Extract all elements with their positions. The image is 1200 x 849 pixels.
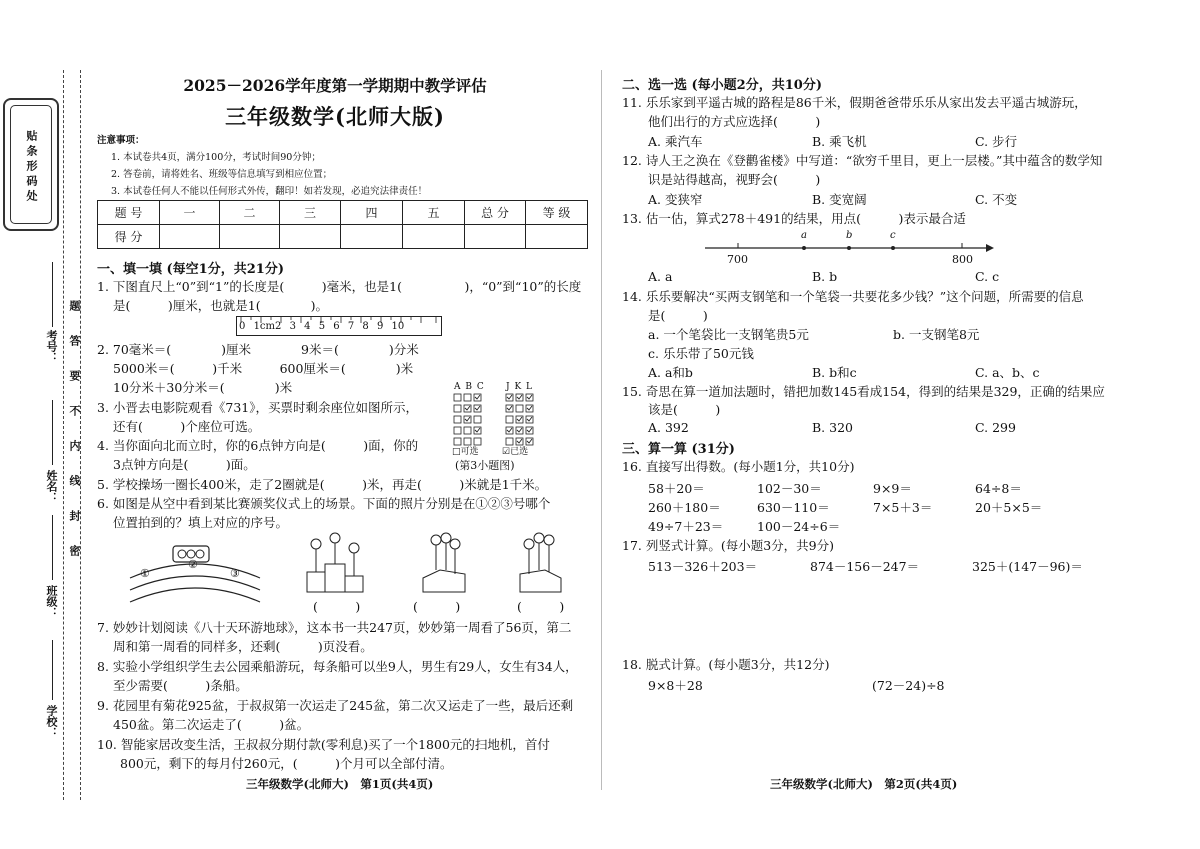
exam-title: 2025－2026学年度第一学期期中教学评估 <box>183 76 487 95</box>
question-text: 6. 如图是从空中看到某比赛颁奖仪式上的场景。下面的照片分别是在①②③号哪个 <box>97 496 551 511</box>
calc-item: 260＋180＝ <box>648 500 721 515</box>
score-input-cell[interactable] <box>341 225 403 249</box>
option-a[interactable]: A. 变狭窄 <box>648 192 703 207</box>
info-b: b. 一支钢笔8元 <box>893 327 980 342</box>
ruler-tick-label: 0 <box>239 321 246 332</box>
exam-number-label: 考号： <box>45 330 58 363</box>
seat-cols-right: J K L <box>506 382 534 392</box>
option-c[interactable]: C. 299 <box>975 420 1016 435</box>
ruler-tick-label: 9 <box>376 321 384 332</box>
seal-char: 线 <box>68 475 81 486</box>
ruler-tick-label: 3 <box>289 321 296 332</box>
score-input-cell[interactable] <box>403 225 465 249</box>
score-table <box>97 200 588 249</box>
option-a[interactable]: A. a <box>648 269 673 284</box>
question-text: 18. 脱式计算。(每小题3分，共12分) <box>622 657 830 672</box>
seal-line-outer <box>63 70 64 800</box>
barcode-label: 贴条形码处 <box>25 130 38 205</box>
class-line <box>52 515 53 580</box>
question-text: 位置拍到的？填上对应的序号。 <box>113 515 289 530</box>
calc-item: 49÷7＋23＝ <box>648 519 724 534</box>
seat-legend-taken: ☑已选 <box>502 447 529 457</box>
question-text: 14. 乐乐要解决“买两支钢笔和一个笔袋一共要花多少钱？”这个问题，所需要的信息 <box>622 289 1084 304</box>
question-text: 17. 列竖式计算。(每小题3分，共9分) <box>622 538 835 553</box>
score-header-cell: 一 <box>160 201 220 225</box>
answer-blank[interactable]: ( ) <box>517 599 565 614</box>
question-text: 至少需要( )条船。 <box>113 678 248 693</box>
seal-char: 封 <box>68 510 81 521</box>
score-header-cell: 二 <box>220 201 280 225</box>
vertical-calc-item: 874－156－247＝ <box>810 559 920 574</box>
option-c[interactable]: C. a、b、c <box>975 365 1040 380</box>
seal-char: 内 <box>68 440 81 451</box>
answer-blank[interactable]: ( ) <box>413 599 461 614</box>
question-text: 他们出行的方式应选择( ) <box>648 114 821 129</box>
position-mark-2: ② <box>188 558 198 571</box>
score-input-cell[interactable] <box>220 225 280 249</box>
question-text: 2. 70毫米＝( )厘米 9米＝( )分米 <box>97 342 419 357</box>
calc-item: 100－24÷6＝ <box>757 519 841 534</box>
question-text: 1. 下图直尺上“0”到“1”的长度是( )毫米，也是1( )，“0”到“10”的长度 <box>97 279 582 294</box>
option-c[interactable]: C. 步行 <box>975 134 1018 149</box>
option-b[interactable]: B. 乘飞机 <box>812 134 867 149</box>
ruler-tick-label: 1cm2 <box>253 321 282 332</box>
option-c[interactable]: C. 不变 <box>975 192 1018 207</box>
calc-item: 58＋20＝ <box>648 481 705 496</box>
question-text: 是( )厘米，也就是1( )。 <box>113 298 328 313</box>
question-text: 8. 实验小学组织学生去公园乘船游玩，每条船可以坐9人，男生有29人，女生有34人， <box>97 659 578 674</box>
seat-grid <box>450 393 550 451</box>
calc-item: 20＋5×5＝ <box>975 500 1043 515</box>
calc-item: 7×5＋3＝ <box>873 500 933 515</box>
score-header-cell: 题 号 <box>98 201 160 225</box>
page-footer-right: 三年级数学(北师大) 第2页(共4页) <box>770 777 958 791</box>
page-footer-left: 三年级数学(北师大) 第1页(共4页) <box>246 777 434 791</box>
info-c: c. 乐乐带了50元钱 <box>648 346 754 361</box>
calc-item: 630－110＝ <box>757 500 830 515</box>
podium-photo-3 <box>515 530 565 594</box>
numline-label-700: 700 <box>727 253 748 266</box>
seal-line-inner <box>80 70 81 800</box>
exam-subject: 三年级数学(北师大版) <box>225 104 445 129</box>
calc-item: 9×9＝ <box>873 481 912 496</box>
option-a[interactable]: A. 乘汽车 <box>648 134 703 149</box>
notes-title: 注意事项： <box>97 135 145 146</box>
figure-caption: (第3小题图) <box>455 459 515 472</box>
numline-label-800: 800 <box>952 253 973 266</box>
note-item: 2. 答卷前，请将姓名、班级等信息填写到相应位置； <box>111 169 333 180</box>
barcode-box <box>3 98 59 231</box>
seal-char: 不 <box>68 405 81 416</box>
question-text: 是( ) <box>648 308 708 323</box>
score-header-cell: 五 <box>403 201 465 225</box>
score-input-cell[interactable] <box>160 225 220 249</box>
score-header-cell: 总 分 <box>465 201 526 225</box>
score-table-row <box>98 225 588 249</box>
info-a: a. 一个笔袋比一支钢笔贵5元 <box>648 327 809 342</box>
question-text: 5000米＝( )千米 600厘米＝( )米 <box>113 361 414 376</box>
question-text: 10. 智能家居改变生活，王叔叔分期付款(零利息)买了一个1800元的扫地机，首付 <box>97 737 550 752</box>
class-label: 班级： <box>45 585 58 618</box>
ruler-tick-label: 10 <box>391 321 405 332</box>
option-c[interactable]: C. c <box>975 269 1000 284</box>
ruler-label <box>239 321 404 332</box>
seat-legend-free: □可选 <box>452 447 479 457</box>
stepwise-calc-item: (72－24)÷8 <box>872 678 945 693</box>
seal-char: 要 <box>68 370 81 381</box>
question-text: 7. 妙妙计划阅读《八十天环游地球》，这本书一共247页，妙妙第一周看了56页，第二 <box>97 620 572 635</box>
question-text: 800元，剩下的每月付260元，( )个月可以全部付清。 <box>120 756 453 771</box>
ruler-tick-label: 6 <box>333 321 340 332</box>
podium-photo-1 <box>302 530 372 594</box>
school-line <box>52 640 53 700</box>
stepwise-calc-item: 9×8＋28 <box>648 678 703 693</box>
option-b[interactable]: B. b <box>812 269 838 284</box>
ruler-tick-label: 5 <box>318 321 326 332</box>
option-b[interactable]: B. 变宽阔 <box>812 192 867 207</box>
calc-item: 102－30＝ <box>757 481 822 496</box>
option-b[interactable]: B. b和c <box>812 365 857 380</box>
question-text: 还有( )个座位可选。 <box>113 419 261 434</box>
ruler-tick-label: 4 <box>304 321 311 332</box>
option-a[interactable]: A. a和b <box>648 365 693 380</box>
question-text: 3. 小晋去电影院观看《731》，买票时剩余座位如图所示， <box>97 400 419 415</box>
section1-title: 一、填一填 (每空1分，共21分) <box>97 262 284 277</box>
question-text: 9. 花园里有菊花925盆，于叔叔第一次运走了245盆，第二次又运走了一些，最后还剩 <box>97 698 574 713</box>
option-a[interactable]: A. 392 <box>648 420 689 435</box>
answer-blank[interactable]: ( ) <box>313 599 361 614</box>
section2-title: 二、选一选 (每小题2分，共10分) <box>622 78 822 93</box>
note-item: 3. 本试卷任何人不能以任何形式外传，翻印！如若发现，必追究法律责任！ <box>111 186 428 197</box>
question-text: 13. 估一估，算式278＋491的结果，用点( )表示最合适 <box>622 211 966 226</box>
score-input-cell[interactable] <box>465 225 526 249</box>
numline-point-c: c <box>890 230 896 241</box>
question-text: 识是站得越高，视野会( ) <box>648 172 821 187</box>
question-text: 11. 乐乐家到平遥古城的路程是86千米，假期爸爸带乐乐从家出发去平遥古城游玩， <box>622 95 1087 110</box>
option-b[interactable]: B. 320 <box>812 420 853 435</box>
ruler-figure <box>236 316 442 336</box>
score-label-cell: 得 分 <box>98 225 160 249</box>
ruler-tick-label: 8 <box>362 321 369 332</box>
question-text: 该是( ) <box>648 402 721 417</box>
school-label: 学校： <box>45 705 58 738</box>
note-item: 1. 本试卷共4页，满分100分，考试时间90分钟； <box>111 152 321 163</box>
score-input-cell[interactable] <box>526 225 588 249</box>
vertical-calc-item: 513－326＋203＝ <box>648 559 758 574</box>
numline-point-a: a <box>801 230 807 241</box>
podium-photo-2 <box>420 530 470 594</box>
seat-cols-left: A B C <box>454 382 485 392</box>
name-label: 姓名： <box>45 470 58 503</box>
section3-title: 三、算一算 (31分) <box>622 442 735 457</box>
seal-char: 答 <box>68 335 81 346</box>
numline-point-b: b <box>846 230 853 241</box>
question-text: 5. 学校操场一圈长400米，走了2圈就是( )米，再走( )米就是1千米。 <box>97 477 548 492</box>
exam-number-line <box>52 262 53 327</box>
seal-char: 题 <box>68 300 81 311</box>
question-text: 4. 当你面向北而立时，你的6点钟方向是( )面，你的 <box>97 438 419 453</box>
vertical-calc-item: 325＋(147－96)＝ <box>972 559 1083 574</box>
position-mark-1: ① <box>140 567 150 580</box>
calc-item: 64÷8＝ <box>975 481 1022 496</box>
question-text: 周和第一周看的同样多，还剩( )页没看。 <box>113 639 373 654</box>
question-text: 10分米＋30分米＝( )米 <box>113 380 293 395</box>
question-text: 16. 直接写出得数。(每小题1分，共10分) <box>622 459 855 474</box>
score-header-cell: 四 <box>341 201 403 225</box>
ruler-tick-label: 7 <box>347 321 355 332</box>
question-text: 450盆。第二次运走了( )盆。 <box>113 717 310 732</box>
page-divider <box>601 70 602 790</box>
question-text: 12. 诗人王之涣在《登鹳雀楼》中写道：“欲穷千里目，更上一层楼。”其中蕴含的数学知 <box>622 153 1103 168</box>
score-header-cell: 等 级 <box>526 201 588 225</box>
notes <box>97 132 427 200</box>
question-text: 15. 奇思在算一道加法题时，错把加数145看成154，得到的结果是329，正确的结果应 <box>622 384 1105 399</box>
name-line <box>52 400 53 465</box>
question-text: 3点钟方向是( )面。 <box>113 457 256 472</box>
seal-char: 密 <box>68 545 81 556</box>
score-input-cell[interactable] <box>280 225 341 249</box>
score-header-cell: 三 <box>280 201 341 225</box>
score-table-row <box>98 201 588 225</box>
position-mark-3: ③ <box>230 567 240 580</box>
